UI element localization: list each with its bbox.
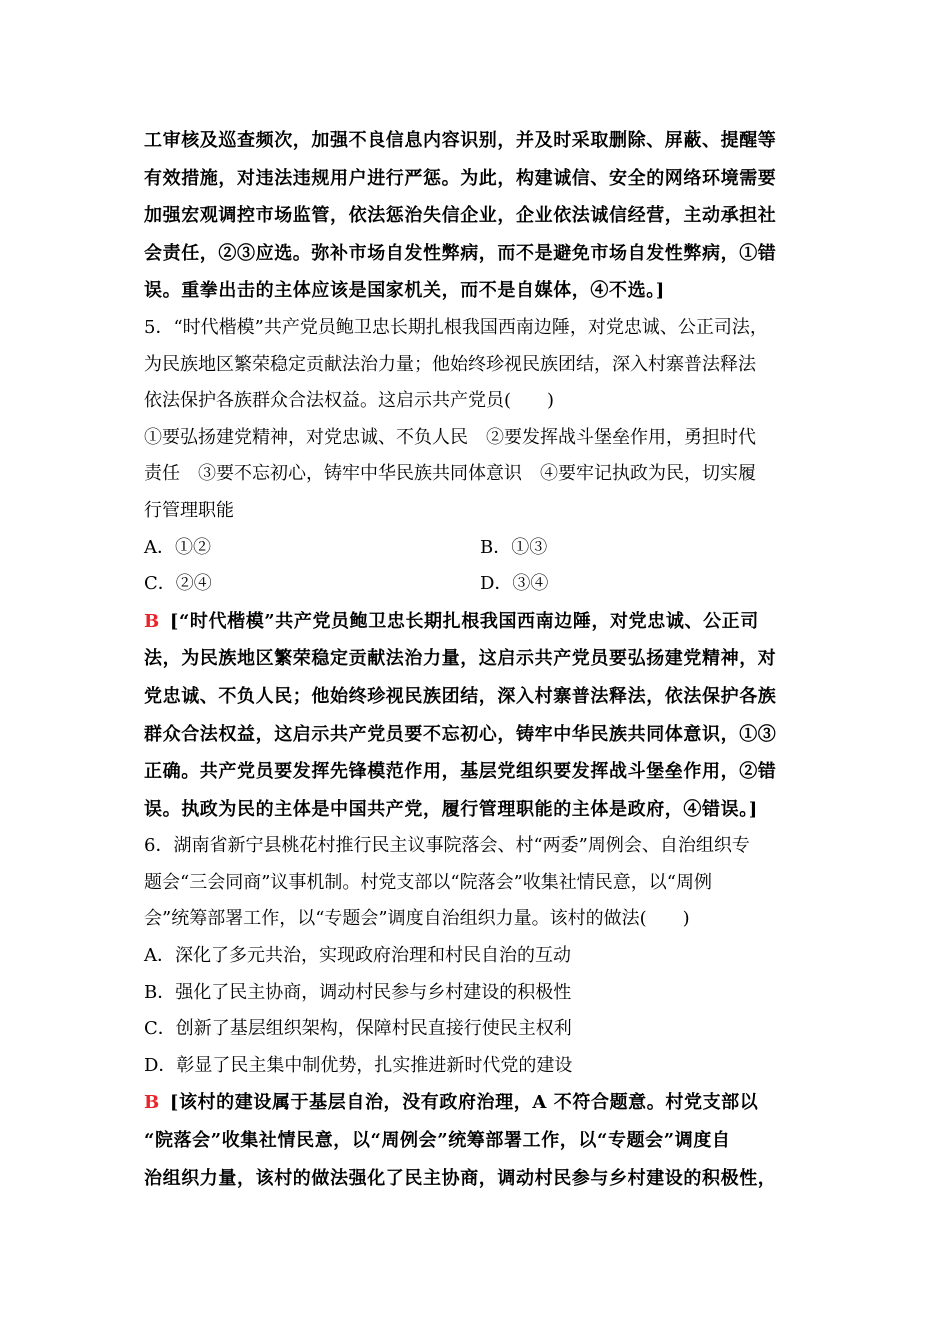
question-stem-line: 为民族地区繁荣稳定贡献法治力量；他始终珍视民族团结，深入村寨普法释法 — [144, 353, 756, 375]
explanation-line: 误。重拳出击的主体应该是国家机关，而不是自媒体，④不选。] — [144, 280, 665, 302]
question-5 — [144, 310, 820, 828]
explanation-line — [144, 1084, 820, 1122]
explanation-line: 会责任，②③应选。弥补市场自发性弊病，而不是避免市场自发性弊病，①错 — [144, 242, 777, 264]
answer-letter: B — [144, 1092, 160, 1114]
options-row — [144, 566, 820, 603]
statement-line: 责任 ③要不忘初心，铸牢中华民族共同体意识 ④要牢记执政为民，切实履 — [144, 463, 756, 485]
explanation-line: 治组织力量，该村的做法强化了民主协商，调动村民参与乡村建设的积极性， — [144, 1167, 777, 1189]
options-row — [144, 530, 820, 567]
explanation-line: 工审核及巡查频次，加强不良信息内容识别，并及时采取删除、屏蔽、提醒等 — [144, 130, 777, 151]
option-a: A．①② — [144, 536, 211, 558]
option-a: A．深化了多元共治，实现政府治理和村民自治的互动 — [144, 945, 571, 967]
question-stem-line: 会”统筹部署工作，以“专题会”调度自治组织力量。该村的做法( ) — [144, 908, 690, 930]
explanation-line: 有效措施，对违法违规用户进行严惩。为此，构建诚信、安全的网络环境需要 — [144, 167, 777, 189]
explanation-line: 党忠诚、不负人民；他始终珍视民族团结，深入村寨普法释法，依法保护各族 — [144, 685, 777, 707]
statement-line: 行管理职能 — [144, 499, 234, 521]
statement-line: ①要弘扬建党精神，对党忠诚、不负人民 ②要发挥战斗堡垒作用，勇担时代 — [144, 426, 756, 448]
option-c: C．②④ — [144, 573, 212, 595]
answer-letter: B — [144, 610, 160, 632]
explanation-line — [144, 603, 820, 641]
question-stem-line: 5．“时代楷模”共产党员鲍卫忠长期扎根我国西南边陲，对党忠诚、公正司法， — [144, 316, 768, 338]
question-stem-line: 题会“三会同商”议事机制。村党支部以“院落会”收集社情民意，以“周例 — [144, 871, 713, 893]
explanation-line: 法，为民族地区繁荣稳定贡献法治力量，这启示共产党员要弘扬建党精神，对 — [144, 648, 777, 670]
option-b: B．①③ — [480, 536, 548, 558]
answer-explanation — [144, 603, 820, 829]
explanation-line: 加强宏观调控市场监管，依法惩治失信企业，企业依法诚信经营，主动承担社 — [144, 205, 777, 227]
question-stem-line: 依法保护各族群众合法权益。这启示共产党员( ) — [144, 390, 555, 412]
prev-explanation — [144, 122, 820, 310]
option-d: D．彰显了民主集中制优势，扎实推进新时代党的建设 — [144, 1054, 573, 1076]
question-6 — [144, 828, 820, 1197]
option-b: B．强化了民主协商，调动村民参与乡村建设的积极性 — [144, 981, 572, 1003]
explanation-line: 误。执政为民的主体是中国共产党，履行管理职能的主体是政府，④错误。] — [144, 798, 758, 820]
question-stem-line: 6．湖南省新宁县桃花村推行民主议事院落会、村“两委”周例会、自治组织专 — [144, 835, 750, 857]
explanation-text: [“时代楷模”共产党员鲍卫忠长期扎根我国西南边陲，对党忠诚、公正司 — [169, 610, 759, 632]
option-c: C．创新了基层组织架构，保障村民直接行使民主权利 — [144, 1018, 572, 1040]
explanation-line: “院落会”收集社情民意，以“周例会”统筹部署工作，以“专题会”调度自 — [144, 1130, 731, 1152]
explanation-text: [该村的建设属于基层自治，没有政府治理，A 不符合题意。村党支部以 — [169, 1092, 759, 1114]
answer-explanation — [144, 1084, 820, 1197]
explanation-line: 群众合法权益，这启示共产党员要不忘初心，铸牢中华民族共同体意识，①③ — [144, 723, 777, 745]
explanation-line: 正确。共产党员要发挥先锋模范作用，基层党组织要发挥战斗堡垒作用，②错 — [144, 761, 777, 783]
document-page — [144, 122, 820, 1197]
option-d: D．③④ — [480, 573, 549, 595]
